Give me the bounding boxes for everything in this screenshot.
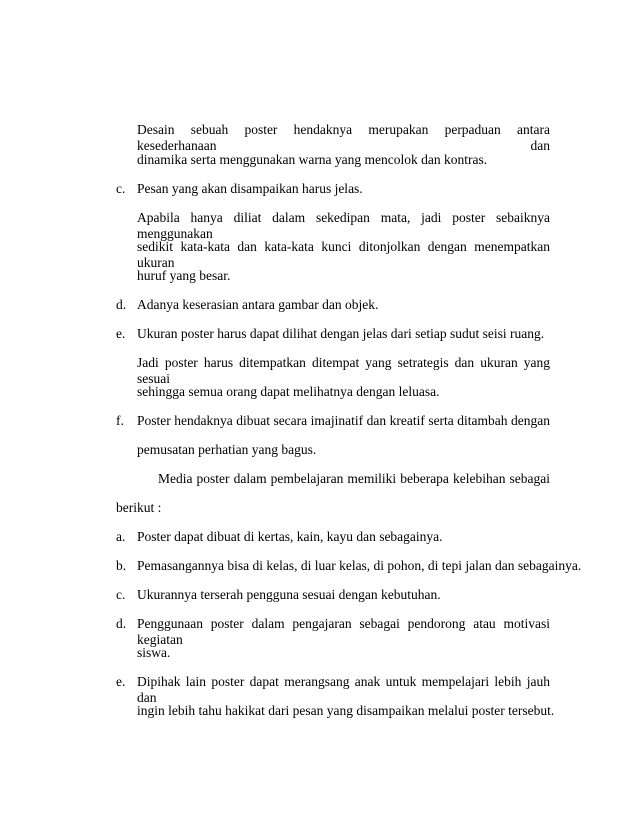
list-item-line: Dipihak lain poster dapat merangsang anak untuk mempelajari lebih jauh dan xyxy=(137,674,550,705)
list-marker: d. xyxy=(116,297,127,312)
paragraph-line: berikut : xyxy=(116,500,162,515)
list-item-line: siswa. xyxy=(137,645,171,660)
list-item-line: Poster dapat dibuat di kertas, kain, kayu dan sebagainya. xyxy=(137,529,443,544)
list-marker: d. xyxy=(116,616,127,631)
list-marker: c. xyxy=(116,181,126,196)
list-item-body-line: sedikit kata-kata dan kata-kata kunci ditonjolkan dengan menempatkan ukuran xyxy=(137,239,550,270)
list-item-body-line: huruf yang besar. xyxy=(137,268,231,283)
list-item-body-line: Jadi poster harus ditempatkan ditempat yang setrategis dan ukuran yang sesuai xyxy=(137,355,550,386)
list-item-line: Pemasangannya bisa di kelas, di luar kelas, di pohon, di tepi jalan dan sebagainya. xyxy=(137,558,582,573)
list-marker: b. xyxy=(116,558,127,573)
paragraph-line: Desain sebuah poster hendaknya merupakan perpaduan antara kesederhanaan dan xyxy=(137,122,550,153)
list-item-heading: Pesan yang akan disampaikan harus jelas. xyxy=(137,181,363,196)
list-item-line: ingin lebih tahu hakikat dari pesan yang disampaikan melalui poster tersebut. xyxy=(137,703,555,718)
paragraph-line: dinamika serta menggunakan warna yang mencolok dan kontras. xyxy=(137,152,488,167)
list-marker: e. xyxy=(116,326,126,341)
list-item-heading: Poster hendaknya dibuat secara imajinatif dan kreatif serta ditambah dengan xyxy=(137,413,550,428)
list-marker: e. xyxy=(116,674,126,689)
list-item-body-line: pemusatan perhatian yang bagus. xyxy=(137,442,317,457)
list-item-line: Penggunaan poster dalam pengajaran sebagai pendorong atau motivasi kegiatan xyxy=(137,616,550,647)
list-marker: a. xyxy=(116,529,126,544)
list-item-body-line: Apabila hanya diliat dalam sekedipan mata, jadi poster sebaiknya menggunakan xyxy=(137,210,550,241)
list-item-heading: Ukuran poster harus dapat dilihat dengan jelas dari setiap sudut seisi ruang. xyxy=(137,326,545,341)
list-marker: c. xyxy=(116,587,126,602)
list-item-heading: Adanya keserasian antara gambar dan objek. xyxy=(137,297,379,312)
list-item-body-line: sehingga semua orang dapat melihatnya dengan leluasa. xyxy=(137,384,440,399)
list-item-line: Ukurannya terserah pengguna sesuai dengan kebutuhan. xyxy=(137,587,441,602)
paragraph-line: Media poster dalam pembelajaran memiliki beberapa kelebihan sebagai xyxy=(158,471,550,486)
list-marker: f. xyxy=(116,413,124,428)
